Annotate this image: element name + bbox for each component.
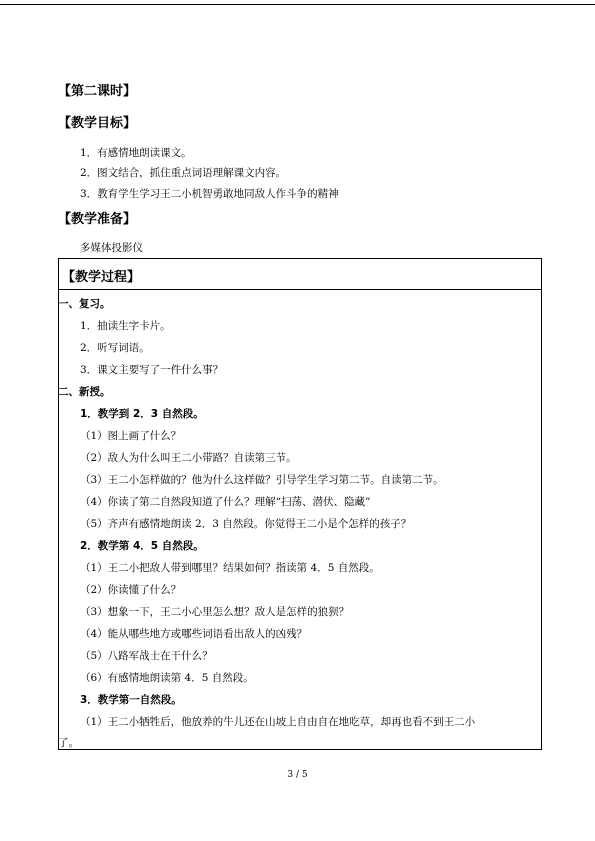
goals-heading: 【教学目标】 — [58, 116, 137, 131]
part2-item: （4）能从哪些地方或哪些词语看出敌人的凶残？ — [80, 628, 308, 640]
part2-item: （6）有感情地朗读第 4．5 自然段。 — [80, 672, 254, 684]
part2-item: （3）想象一下，王二小心里怎么想？敌人是怎样的狼狈？ — [80, 606, 350, 618]
part1-item: （5）齐声有感情地朗读 2．3 自然段。你觉得王二小是个怎样的孩子？ — [80, 518, 412, 530]
goal-item: 3．教育学生学习王二小机智勇敢地同敌人作斗争的精神 — [80, 188, 339, 200]
part1-item: （1）图上画了什么？ — [80, 430, 182, 442]
goal-item: 1．有感情地朗读课文。 — [80, 147, 192, 159]
part1-item: （4）你读了第二自然段知道了什么？理解“扫荡、潜伏、隐藏” — [80, 496, 371, 508]
part3-line: 了。 — [58, 737, 79, 749]
prep-text: 多媒体投影仪 — [80, 242, 143, 254]
part2-title: 2．教学第 4．5 自然段。 — [80, 540, 204, 552]
part1-item: （3）王二小怎样做的？他为什么这样做？引导学生学习第二节。自读第二节。 — [80, 474, 444, 486]
part1-title: 1．教学到 2．3 自然段。 — [80, 408, 204, 420]
page-number: 3 / 5 — [287, 770, 308, 780]
top-rule — [0, 4, 595, 5]
part2-item: （1）王二小把敌人带到哪里？结果如何？指读第 4．5 自然段。 — [80, 562, 380, 574]
lesson-heading: 【第二课时】 — [58, 84, 137, 99]
part3-line: （1）王二小牺牲后，他放养的牛儿还在山坡上自由自在地吃草，却再也看不到王二小 — [80, 716, 476, 728]
part2-item: （2）你读懂了什么？ — [80, 584, 182, 596]
review-item: 3．课文主要写了一件什么事？ — [80, 364, 224, 376]
prep-heading: 【教学准备】 — [58, 212, 137, 227]
process-heading: 【教学过程】 — [62, 270, 141, 285]
part3-title: 3．教学第一自然段。 — [80, 694, 182, 706]
part1-item: （2）敌人为什么叫王二小带路？自读第三节。 — [80, 452, 297, 464]
process-header-box — [58, 258, 542, 290]
goal-item: 2．图文结合，抓住重点词语理解课文内容。 — [80, 167, 287, 179]
new-title: 二、新授。 — [58, 386, 111, 398]
review-title: 一、复习。 — [58, 298, 111, 310]
review-item: 1．抽读生字卡片。 — [80, 320, 171, 332]
review-item: 2．听写词语。 — [80, 342, 150, 354]
part2-item: （5）八路军战士在干什么？ — [80, 650, 213, 662]
